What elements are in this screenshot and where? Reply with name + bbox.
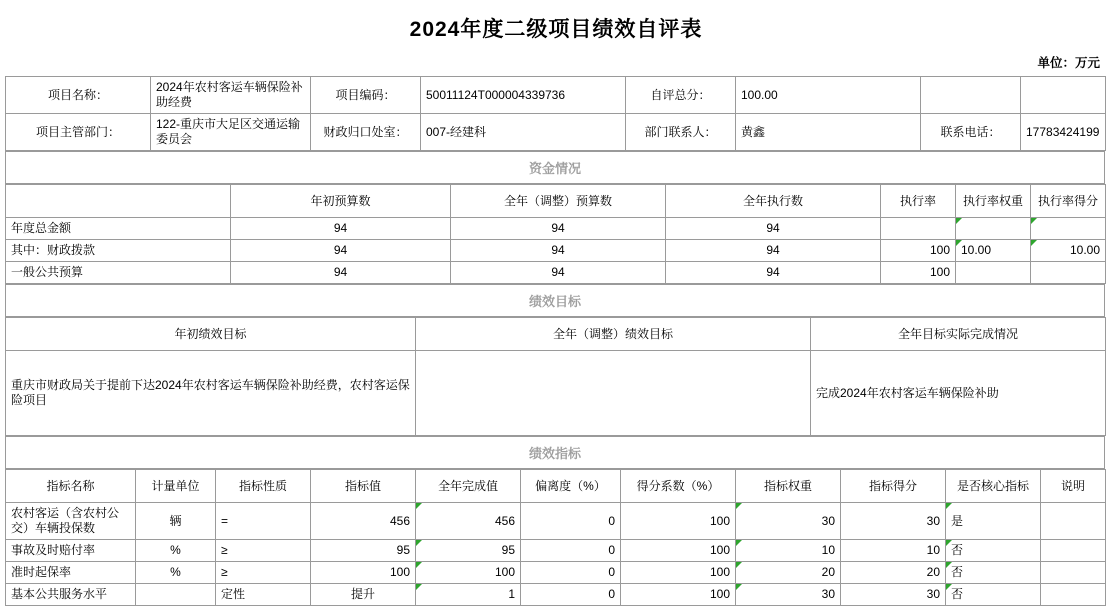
funds-row-score[interactable]: 10.00	[1031, 240, 1106, 262]
funds-section-header	[5, 151, 1105, 184]
ind-target: 456	[311, 503, 416, 540]
ind-name: 农村客运（含农村公交）车辆投保数	[6, 503, 136, 540]
funds-row-adjust: 94	[451, 262, 666, 284]
ind-score: 10	[841, 540, 946, 562]
ind-header-note: 说明	[1041, 470, 1106, 503]
funds-header-score: 执行率得分	[1031, 185, 1106, 218]
ind-nature: ≥	[216, 540, 311, 562]
ind-target: 95	[311, 540, 416, 562]
funds-table	[5, 184, 1106, 284]
goals-header-adjust: 全年（调整）绩效目标	[416, 318, 811, 351]
ind-deviation: 0	[521, 562, 621, 584]
funds-row-name: 一般公共预算	[6, 262, 231, 284]
goals-begin-value: 重庆市财政局关于提前下达2024年农村客运车辆保险补助经费，农村客运保险项目	[6, 351, 416, 436]
funds-header-adjust: 全年（调整）预算数	[451, 185, 666, 218]
table-row	[6, 562, 1106, 584]
ind-deviation: 0	[521, 540, 621, 562]
indicators-table	[5, 469, 1106, 606]
ind-name: 准时起保率	[6, 562, 136, 584]
indicators-section-header	[5, 436, 1105, 469]
table-row	[6, 262, 1106, 284]
ind-unit: %	[136, 562, 216, 584]
ind-name: 事故及时赔付率	[6, 540, 136, 562]
funds-row-begin: 94	[231, 218, 451, 240]
project-name-value: 2024年农村客运车辆保险补助经费	[151, 77, 311, 114]
ind-unit: 辆	[136, 503, 216, 540]
spacer-cell-a	[921, 77, 1021, 114]
basic-info-table	[5, 76, 1106, 151]
ind-note	[1041, 540, 1106, 562]
self-score-label: 自评总分：	[626, 77, 736, 114]
ind-core[interactable]: 否	[946, 540, 1041, 562]
funds-row-exec: 94	[666, 218, 881, 240]
ind-actual[interactable]: 456	[416, 503, 521, 540]
goals-section-header	[5, 284, 1105, 317]
ind-note	[1041, 584, 1106, 606]
ind-header-coefficient: 得分系数（%）	[621, 470, 736, 503]
funds-row-name: 其中：财政拨款	[6, 240, 231, 262]
funds-row-rate: 100	[881, 262, 956, 284]
ind-header-actual: 全年完成值	[416, 470, 521, 503]
finance-office-value: 007-经建科	[421, 114, 626, 151]
funds-header-blank	[6, 185, 231, 218]
ind-weight[interactable]: 30	[736, 584, 841, 606]
ind-header-weight: 指标权重	[736, 470, 841, 503]
funds-row-rate	[881, 218, 956, 240]
ind-coefficient: 100	[621, 562, 736, 584]
funds-row-weight[interactable]	[956, 218, 1031, 240]
contact-label: 部门联系人：	[626, 114, 736, 151]
goals-adjust-value	[416, 351, 811, 436]
funds-row-adjust: 94	[451, 240, 666, 262]
ind-score: 30	[841, 503, 946, 540]
ind-actual[interactable]: 95	[416, 540, 521, 562]
ind-header-deviation: 偏离度（%）	[521, 470, 621, 503]
funds-row-adjust: 94	[451, 218, 666, 240]
spacer-cell-b	[1021, 77, 1106, 114]
ind-core[interactable]: 否	[946, 584, 1041, 606]
ind-header-score: 指标得分	[841, 470, 946, 503]
unit-note: 单位：万元	[1037, 56, 1100, 70]
ind-note	[1041, 562, 1106, 584]
ind-header-target: 指标值	[311, 470, 416, 503]
ind-coefficient: 100	[621, 540, 736, 562]
ind-header-nature: 指标性质	[216, 470, 311, 503]
contact-value: 黄鑫	[736, 114, 921, 151]
goals-section-title: 绩效目标	[6, 285, 1105, 317]
funds-row-weight[interactable]: 10.00	[956, 240, 1031, 262]
funds-header-rate: 执行率	[881, 185, 956, 218]
goals-actual-value: 完成2024年农村客运车辆保险补助	[811, 351, 1106, 436]
page-title: 2024年度二级项目绩效自评表	[409, 18, 703, 41]
funds-row-exec: 94	[666, 240, 881, 262]
table-row	[6, 240, 1106, 262]
goals-header-begin: 年初绩效目标	[6, 318, 416, 351]
ind-coefficient: 100	[621, 584, 736, 606]
ind-target: 提升	[311, 584, 416, 606]
finance-office-label: 财政归口处室：	[311, 114, 421, 151]
ind-deviation: 0	[521, 584, 621, 606]
ind-name: 基本公共服务水平	[6, 584, 136, 606]
ind-actual[interactable]: 1	[416, 584, 521, 606]
ind-header-unit: 计量单位	[136, 470, 216, 503]
funds-row-begin: 94	[231, 240, 451, 262]
ind-target: 100	[311, 562, 416, 584]
funds-row-score	[1031, 262, 1106, 284]
ind-weight[interactable]: 10	[736, 540, 841, 562]
ind-note	[1041, 503, 1106, 540]
table-row	[6, 503, 1106, 540]
table-row	[6, 218, 1106, 240]
ind-deviation: 0	[521, 503, 621, 540]
funds-header-exec: 全年执行数	[666, 185, 881, 218]
funds-row-weight	[956, 262, 1031, 284]
table-row	[6, 351, 1106, 436]
ind-actual[interactable]: 100	[416, 562, 521, 584]
phone-label: 联系电话：	[921, 114, 1021, 151]
indicators-section-title: 绩效指标	[6, 437, 1105, 469]
ind-score: 20	[841, 562, 946, 584]
ind-header-core: 是否核心指标	[946, 470, 1041, 503]
ind-weight[interactable]: 20	[736, 562, 841, 584]
goals-header-actual: 全年目标实际完成情况	[811, 318, 1106, 351]
ind-header-name: 指标名称	[6, 470, 136, 503]
dept-label: 项目主管部门：	[6, 114, 151, 151]
funds-header-weight: 执行率权重	[956, 185, 1031, 218]
funds-row-score[interactable]	[1031, 218, 1106, 240]
phone-value: 17783424199	[1021, 114, 1106, 151]
funds-row-name: 年度总金额	[6, 218, 231, 240]
ind-nature: ≥	[216, 562, 311, 584]
ind-core[interactable]: 是	[946, 503, 1041, 540]
goals-table	[5, 317, 1106, 436]
table-row	[6, 540, 1106, 562]
table-row	[6, 584, 1106, 606]
ind-nature: =	[216, 503, 311, 540]
funds-header-begin: 年初预算数	[231, 185, 451, 218]
ind-nature: 定性	[216, 584, 311, 606]
ind-unit: %	[136, 540, 216, 562]
self-score-value: 100.00	[736, 77, 921, 114]
funds-section-title: 资金情况	[6, 152, 1105, 184]
dept-value: 122-重庆市大足区交通运输委员会	[151, 114, 311, 151]
funds-row-rate: 100	[881, 240, 956, 262]
ind-core[interactable]: 否	[946, 562, 1041, 584]
project-name-label: 项目名称：	[6, 77, 151, 114]
project-code-label: 项目编码：	[311, 77, 421, 114]
funds-row-exec: 94	[666, 262, 881, 284]
project-code-value: 50011124T000004339736	[421, 77, 626, 114]
ind-coefficient: 100	[621, 503, 736, 540]
ind-weight[interactable]: 30	[736, 503, 841, 540]
ind-unit	[136, 584, 216, 606]
ind-score: 30	[841, 584, 946, 606]
funds-row-begin: 94	[231, 262, 451, 284]
